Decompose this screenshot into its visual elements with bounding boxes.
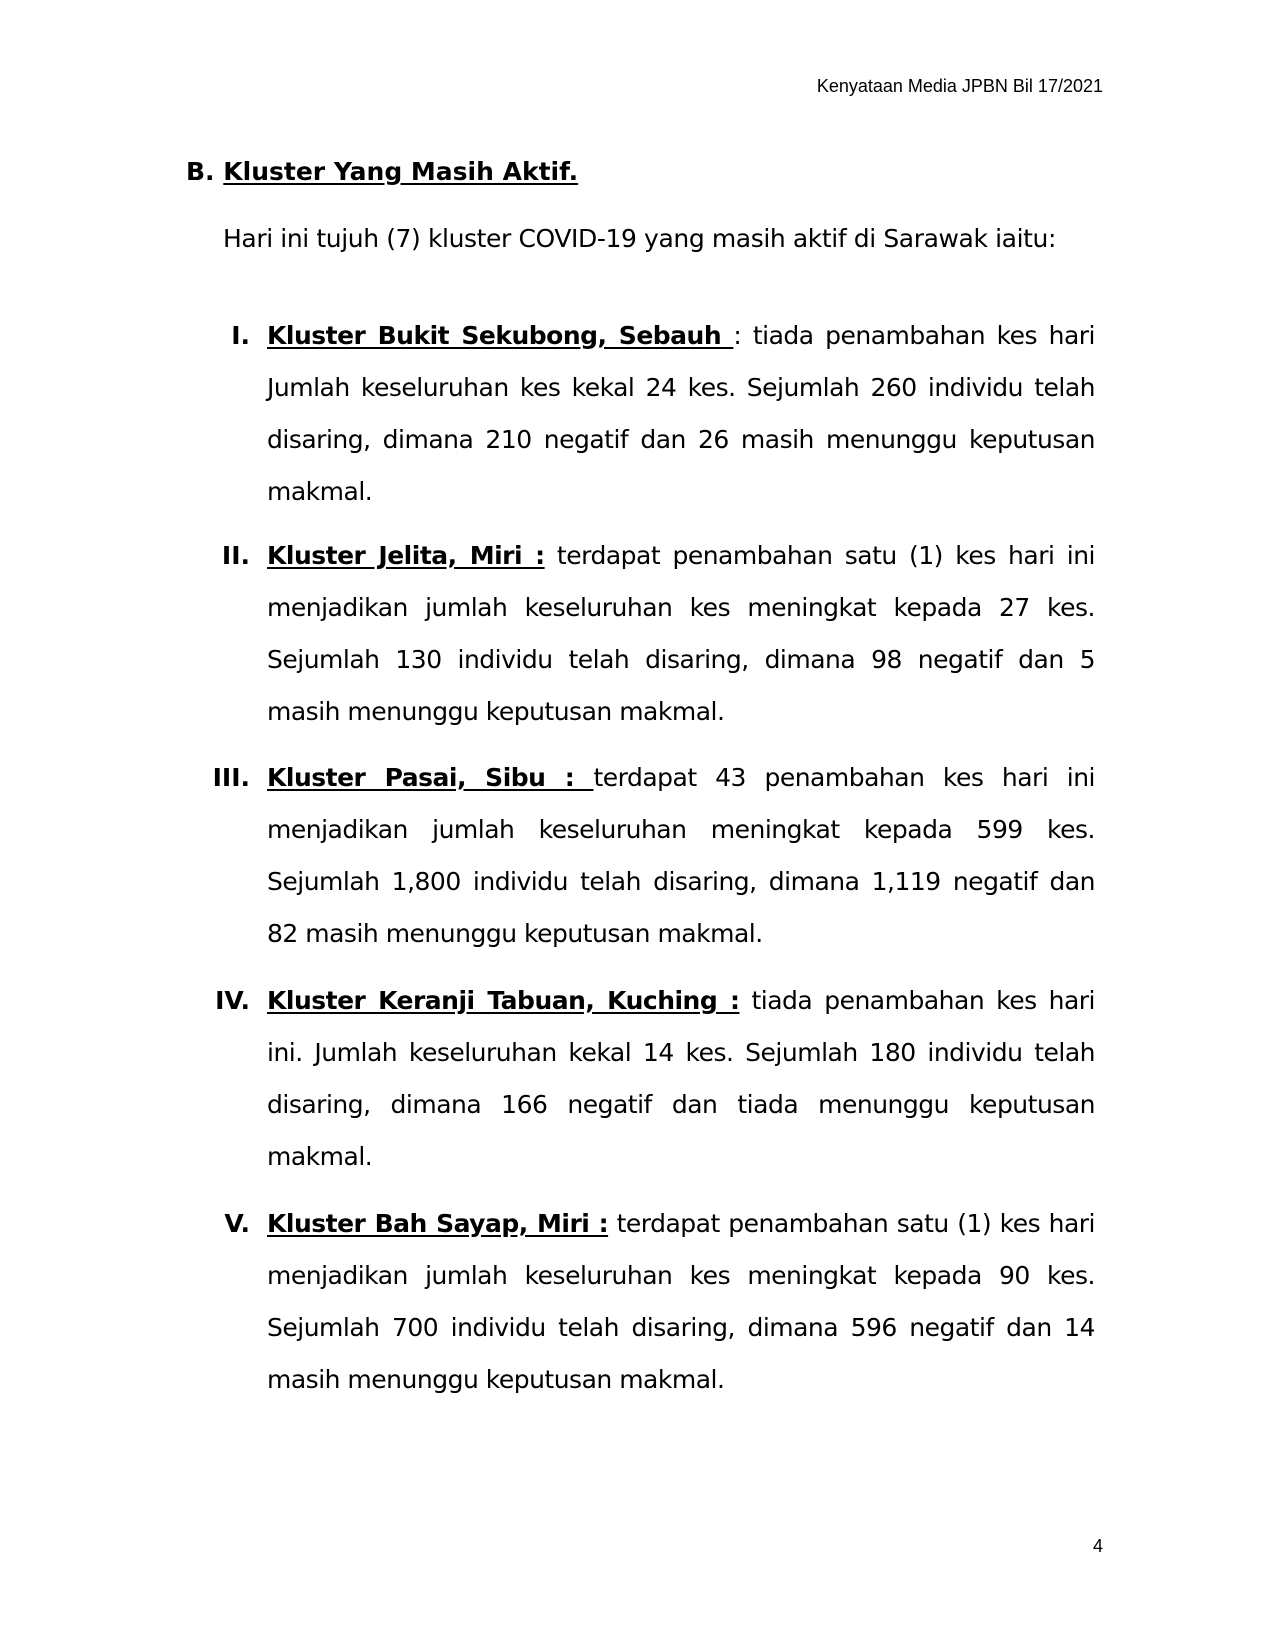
section-heading — [186, 157, 578, 186]
cluster-name: Kluster Bah Sayap, Miri : — [267, 1209, 609, 1238]
cluster-numeral: I. — [231, 321, 250, 350]
cluster-paragraph — [267, 530, 1095, 738]
cluster-name: Kluster Jelita, Miri : — [267, 541, 545, 570]
cluster-details: tiada penambahan kes hari ini. Jumlah keseluruhan kekal 14 kes. Sejumlah 180 individu telah disaring, dimana 166 negatif dan tiada menunggu keputusan makmal. — [267, 986, 1095, 1171]
cluster-name: Kluster Keranji Tabuan, Kuching : — [267, 986, 740, 1015]
cluster-details: : tiada penambahan kes hari Jumlah keseluruhan kes kekal 24 kes. Sejumlah 260 individu telah disaring, dimana 210 negatif dan 26 masih menunggu keputusan makmal. — [267, 321, 1095, 506]
cluster-numeral: IV. — [215, 986, 250, 1015]
cluster-paragraph — [267, 752, 1095, 960]
cluster-numeral: V. — [224, 1209, 250, 1238]
running-header: Kenyataan Media JPBN Bil 17/2021 — [816, 76, 1103, 96]
cluster-paragraph — [267, 975, 1095, 1183]
cluster-details: terdapat 43 penambahan kes hari ini menjadikan jumlah keseluruhan meningkat kepada 599 kes. Sejumlah 1,800 individu telah disaring, dimana 1,119 negatif dan 82 masih menunggu keputusan makmal. — [267, 763, 1095, 948]
cluster-name: Kluster Bukit Sekubong, Sebauh — [267, 321, 734, 350]
cluster-numeral: III. — [212, 763, 250, 792]
page-number: 4 — [1092, 1536, 1103, 1556]
cluster-paragraph — [267, 310, 1095, 518]
intro-paragraph: Hari ini tujuh (7) kluster COVID-19 yang masih aktif di Sarawak iaitu: — [223, 224, 1056, 253]
cluster-name: Kluster Pasai, Sibu : — [267, 763, 594, 792]
cluster-details: terdapat penambahan satu (1) kes hari menjadikan jumlah keseluruhan kes meningkat kepada 90 kes. Sejumlah 700 individu telah disaring, dimana 596 negatif dan 14 masih menunggu keputusan makmal. — [267, 1209, 1095, 1394]
section-title: Kluster Yang Masih Aktif. — [223, 157, 579, 186]
cluster-paragraph — [267, 1198, 1095, 1406]
cluster-details: terdapat penambahan satu (1) kes hari ini menjadikan jumlah keseluruhan kes meningkat kepada 27 kes. Sejumlah 130 individu telah disaring, dimana 98 negatif dan 5 masih menunggu keputusan makmal. — [267, 541, 1095, 726]
cluster-numeral: II. — [221, 541, 250, 570]
section-letter: B. — [186, 157, 215, 186]
